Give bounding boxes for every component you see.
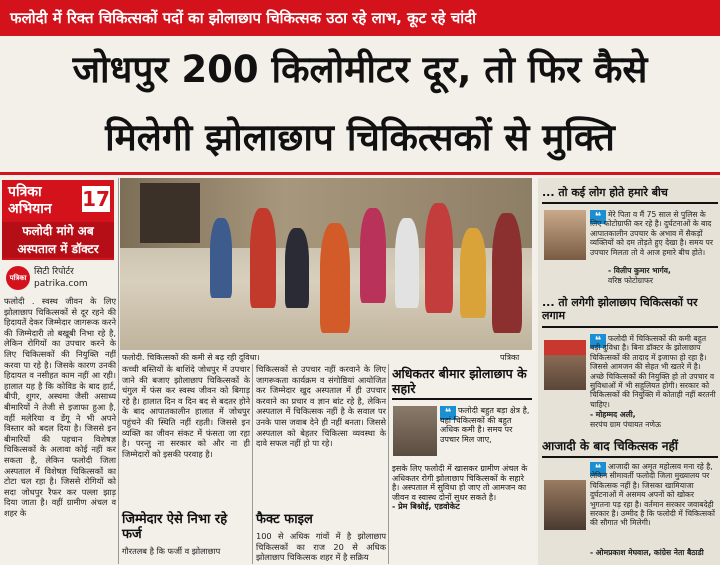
headline-divider bbox=[0, 172, 720, 175]
column-3-body: चिकित्सकों से उपचार नहीं करवाने के लिए जागरूकता कार्यक्रम व संगोष्ठियां आयोजित कर जिम्मेदार खुद अस्पताल में ही उपचार करवाने का प्रचार व ज्ञान बांट रहे है, लेकिन अस्पताल में चिकित्सक नहीं है के सवाल पर उनके पास जवाब देने ही नहीं बनता। जिससे अस्पताल को बेहतर चिकित्सा व्यवस्था के दावे सफल नहीं हो पा रहे। bbox=[256, 364, 386, 449]
section-1-divider bbox=[542, 202, 718, 204]
photo-credit: पत्रिका bbox=[500, 353, 520, 362]
campaign-label-2: अभियान bbox=[8, 201, 52, 217]
column-divider bbox=[118, 178, 119, 564]
byline bbox=[34, 266, 88, 290]
column-divider bbox=[388, 364, 389, 564]
campaign-sub-line-2: अस्पताल में डॉक्टर bbox=[17, 242, 99, 256]
column-2-subhead: जिम्मेदार ऐसे निभा रहे फर्ज bbox=[122, 512, 228, 542]
section-1-role: वरिष्ठ फोटोग्राफर bbox=[608, 276, 654, 285]
campaign-number: 17 bbox=[82, 187, 110, 211]
article-column-3 bbox=[256, 364, 386, 564]
inset-divider bbox=[392, 398, 532, 400]
leader-photo bbox=[544, 480, 586, 530]
campaign-badge bbox=[2, 180, 114, 260]
section-2-divider bbox=[542, 326, 718, 328]
street-clinic-photo bbox=[120, 178, 532, 350]
column-2-body: कच्ची बस्तियों के बाशिंदे जोधपुर में उपचार जाने की बजाए झोलाछाप चिकित्सकों के चंगुल में फंस कर स्वस्थ जीवन को बिगाड़ रहे है। हालात दिन व दिन बद से बदतर होने के बाद आपातकालीन हालात में जोधपुर पहुंचने की स्थिति नहीं रहती। जिससे इन व्यक्ति का जीवन संकट में फंसता जा रहा है। परन्तु ना सरकार को और ना ही जिम्मेदारों को इसकी परवाह है। bbox=[122, 364, 250, 459]
section-3-title: आजादी के बाद चिकित्सक नहीं bbox=[542, 439, 678, 453]
article-column-1: फलोदी . स्वस्थ जीवन के लिए झोलाछाप चिकित्सकों से दूर रहने की हिदायतें देकर जिम्मेदार जागरूक करने की जिम्मेदारी तो बखूबी निभा रहे है, लेकिन रोगियों का उपचार करने के लिए चिकित्सकों की नियुक्ति नहीं करवा पा रहे है। जिसके कारण उनकी हिदायत व नसीहत काम नहीं आ रही। हालात यह है कि कोविड के बाद हार्ट, बीपी, शुगर, अस्थमा जैसी असाध्य बीमारियों ने तेजी से इजाफा हुआ है, वहीं मलेरिया व डेंगू ने भी अपने विस्तार को बदल दिया है। जिससे इन बीमारियों की पहचान विशेषज्ञ चिकित्सकों के अलावा कोई नहीं कर सकता है, लेकिन फलोदी जिला अस्पताल में विशेषज्ञ चिकित्सकों का टोटा चल रहा है। जिससे रोगियों को सदा जोधपुर रैफर कर पल्ला झाड़ दिया जाता है। वहीं ग्रामीण अंचल व शहर के bbox=[4, 296, 116, 518]
column-2-body-b: गौरतलब है कि फर्जी व झोलाछाप bbox=[122, 546, 221, 556]
kicker-banner: फलोदी में रिक्त चिकित्सकों पदों का झोलाछाप चिकित्सक उठा रहे लाभ, कूट रहे चांदी bbox=[0, 0, 720, 36]
inset-title: अधिकतर बीमार झोलाछाप के सहारे bbox=[392, 366, 527, 396]
section-1-signature: - विलीप कुमार भार्गव, bbox=[608, 266, 671, 275]
photo-caption: फलोदी. चिकित्सकों की कमी से बढ़ रही दुविधा। bbox=[122, 353, 260, 362]
section-3-signature: - ओमप्रकाश मेघवाल, कांग्रेस नेता बैठाडी bbox=[590, 548, 704, 557]
headline-line-2: मिलेगी झोलाछाप चिकित्सकों से मुक्ति bbox=[105, 116, 615, 159]
inset-signature: - प्रेम बिश्नोई, एडवोकेट bbox=[392, 502, 460, 512]
section-1-title: ... तो कई लोग होते हमारे बीच bbox=[542, 186, 668, 199]
campaign-subtitle bbox=[2, 222, 114, 258]
quote-icon: ❝ bbox=[440, 406, 456, 420]
fact-file-heading: फैक्ट फाइल bbox=[256, 512, 313, 527]
inset-quote-2: इसके लिए फलोदी में खासकर ग्रामीण अंचल के अधिकतर रोगी झोलाछाप चिकित्सकों के सहारे है। अस्पताल में सुविधा हो जाए तो आमजन का जीवन व स्वास्थ दोनों सुधर सकते है। bbox=[392, 464, 528, 502]
fact-file-body: 100 से अधिक गांवों में है झोलाछाप चिकित्सकों का राज 20 से अधिक झोलाछाप चिकित्सक शहर में है सक्रिय bbox=[256, 531, 386, 563]
section-2-signature: - मोहम्मद अली, bbox=[590, 410, 636, 419]
section-3-divider bbox=[542, 456, 718, 458]
inset-quote: फलोदी बहुत बड़ा क्षेत्र है, यहां चिकित्सकों की बहुत अधिक कमी है। समय पर उपचार मिल जाए, bbox=[440, 406, 530, 444]
right-sidebar bbox=[538, 178, 720, 565]
section-3-quote: आजादी का अमृत महोत्सव मना रहे है, लेकिन सीमावर्ती फलोदी जिला मुख्यालय पर चिकित्सक नहीं है। जिसका खामियाजा दुर्घटनाओं में असमय अपनों को खोकर भुगतना पड़ रहा है। वर्तमान सरकार जवाबदेही सरकार है। उम्मीद है कि फलोदी में चिकित्सकों की सौगात भी मिलेगी। bbox=[590, 462, 715, 528]
quote-icon: ❝ bbox=[590, 334, 606, 348]
patrika-logo: पत्रिका bbox=[6, 266, 30, 290]
inset-quote-cont bbox=[392, 464, 532, 559]
section-2-role: सरपंच ग्राम पंचायत नणेऊ bbox=[590, 420, 661, 429]
quote-icon: ❝ bbox=[590, 210, 606, 224]
section-2-title: ... तो लगेगी झोलाछाप चिकित्सकों पर लगाम bbox=[542, 296, 698, 322]
photographer-photo bbox=[544, 210, 586, 260]
section-2-quote: फलोदी में चिकित्सकों की कमी बहुत बड़ी दुविधा है। बिना डॉक्टर के झोलाछाप चिकित्सकों की तादाद में इजाफा हो रहा है। जिससे आमजन की सेहत भी खतरे में है। अच्छे चिकित्सकों की नियुक्ति हो तो उपचार व सुविधाओं में भी सहुलियत होगी। सरकार को चिकित्सकों की नियुक्ति में कोताही नहीं बरतनी चाहिए। bbox=[590, 334, 716, 409]
column-divider bbox=[252, 364, 253, 564]
headline-line-1: जोधपुर 200 किलोमीटर दूर, तो फिर कैसे bbox=[72, 48, 648, 91]
reporter-name: सिटी रिपोर्टर bbox=[34, 267, 74, 277]
campaign-sub-line-1: फलोदी मांगे अब bbox=[22, 224, 94, 238]
section-1-quote: मेरे पिता व मैं 75 साल से पुलिस के लिए फोटोग्राफी कर रहे है। दुर्घटनाओं के बाद आपातकालीन उपचार के अभाव में सैकड़ों व्यक्तियों को दम तोड़ते हुए देखा है। समय पर उपचार मिलता तो वे आज हमारे बीच होते। bbox=[590, 210, 713, 257]
quote-icon: ❝ bbox=[590, 462, 606, 476]
advocate-photo bbox=[393, 406, 437, 456]
sarpanch-photo bbox=[544, 340, 586, 390]
campaign-label-1: पत्रिका bbox=[8, 184, 42, 200]
article-column-2 bbox=[122, 364, 250, 564]
site-link[interactable]: patrika.com bbox=[34, 279, 88, 289]
